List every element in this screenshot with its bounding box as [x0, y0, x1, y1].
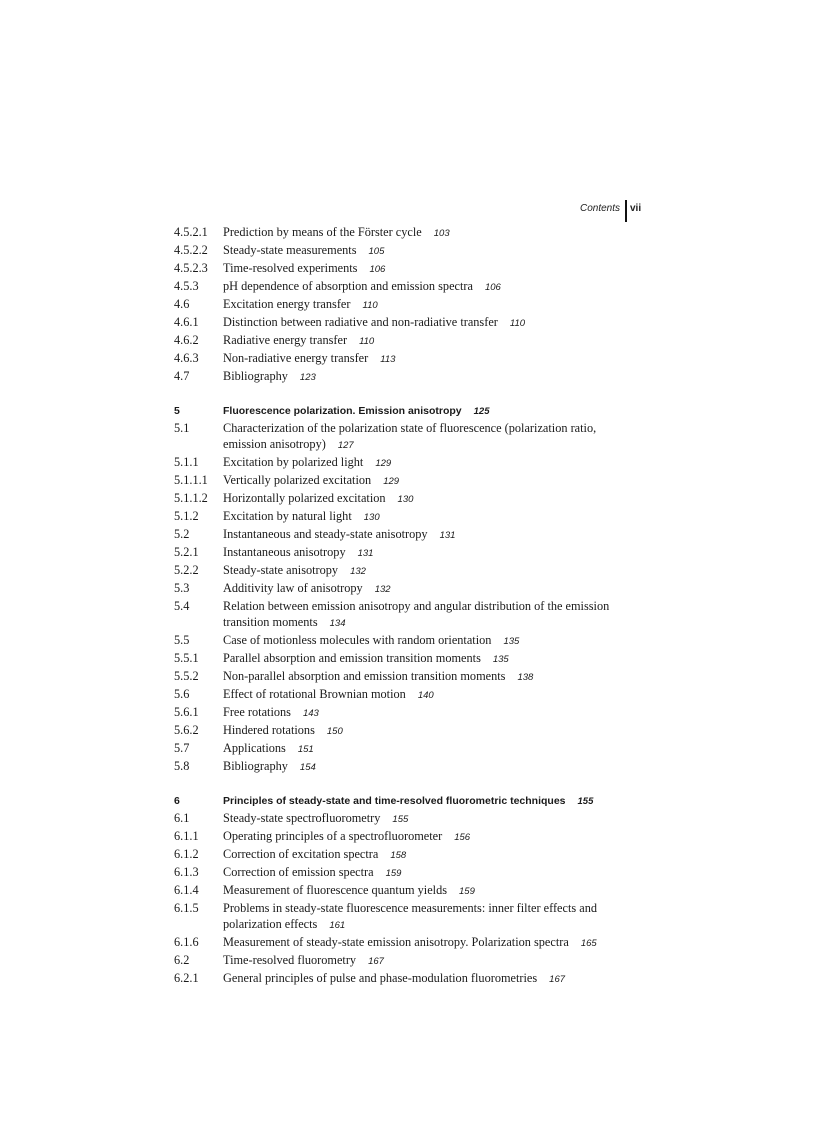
- toc-entry-number: 5.1: [174, 421, 190, 435]
- toc-entry-title: [223, 846, 634, 864]
- toc-entry-number: 5.2.2: [174, 563, 199, 577]
- toc-entry-title: [223, 970, 634, 988]
- toc-entry-title: [223, 224, 634, 242]
- toc-entry: [174, 278, 634, 296]
- toc-entry: [174, 952, 634, 970]
- toc-entry-page: 165: [580, 938, 597, 949]
- toc-entry-title: [223, 758, 634, 776]
- toc-entry-title-text: Steady-state measurements: [223, 243, 357, 257]
- toc-entry-title: [223, 314, 634, 332]
- toc-entry-title: [223, 242, 634, 260]
- toc-entry: [174, 526, 634, 544]
- toc-entry: [174, 846, 634, 864]
- toc-chapter-entry: [174, 793, 634, 810]
- toc-entry-title-text: Bibliography: [223, 759, 288, 773]
- toc-entry: [174, 368, 634, 386]
- toc-entry-title: [223, 810, 634, 828]
- toc-entry-title: [223, 332, 634, 350]
- toc-entry-title: [223, 686, 634, 704]
- toc-entry-title: [223, 368, 634, 386]
- toc-entry-page: 150: [326, 726, 343, 737]
- toc-entry-page: 132: [374, 584, 391, 595]
- toc-chapter-entry: [174, 403, 634, 420]
- toc-entry-page: 110: [362, 300, 378, 311]
- toc-entry-title-text: Parallel absorption and emission transition moments: [223, 651, 481, 665]
- toc-entry-title-text: Vertically polarized excitation: [223, 473, 372, 487]
- toc-entry-title-text: Non-parallel absorption and emission transition moments: [223, 669, 506, 683]
- header-divider: [625, 200, 627, 222]
- toc-entry: [174, 970, 634, 988]
- toc-entry: [174, 242, 634, 260]
- toc-entry-title-text: Principles of steady-state and time-resolved fluorometric techniques: [223, 795, 566, 807]
- toc-entry-page: 159: [459, 886, 475, 897]
- toc-entry: [174, 224, 634, 242]
- toc-entry-number: 5.1.2: [174, 509, 199, 523]
- toc-entry-number: 5: [174, 405, 180, 417]
- toc-entry: [174, 420, 634, 454]
- toc-entry-number: 5.6: [174, 687, 190, 701]
- toc-entry-title-text: Problems in steady-state fluorescence measurements: inner filter effects and polarization effects: [223, 901, 598, 931]
- toc-entry: [174, 828, 634, 846]
- toc-entry: [174, 260, 634, 278]
- toc-entry: [174, 508, 634, 526]
- toc-entry-title-text: Correction of emission spectra: [223, 865, 374, 879]
- toc-entry-page: 131: [439, 530, 456, 541]
- toc-entry-title-text: Prediction by means of the Förster cycle: [223, 225, 422, 239]
- toc-entry-title-text: Characterization of the polarization state of fluorescence (polarization ratio, emission anisotropy): [223, 421, 597, 451]
- toc-entry-title-text: Excitation by natural light: [223, 509, 352, 523]
- toc-entry-page: 156: [454, 832, 471, 843]
- toc-entry-page: 105: [368, 246, 385, 257]
- toc-entry-number: 6.1: [174, 811, 190, 825]
- toc-entry: [174, 472, 634, 490]
- toc-entry-title-text: Measurement of fluorescence quantum yields: [223, 883, 447, 897]
- toc-entry-title-text: Excitation energy transfer: [223, 297, 351, 311]
- toc-entry-number: 5.4: [174, 599, 190, 613]
- toc-entry: [174, 668, 634, 686]
- toc-entry-title-text: Bibliography: [223, 369, 288, 383]
- toc-entry-page: 106: [369, 264, 386, 275]
- toc-entry-title: [223, 828, 634, 846]
- toc-entry: [174, 490, 634, 508]
- toc-entry: [174, 864, 634, 882]
- toc-entry-number: 6.2: [174, 953, 190, 967]
- toc-entry-title: [223, 490, 634, 508]
- toc-entry-number: 6.1.5: [174, 901, 199, 915]
- toc-entry-number: 4.5.2.1: [174, 225, 208, 239]
- toc-entry-page: 130: [397, 494, 414, 505]
- toc-entry-number: 6.1.6: [174, 935, 199, 949]
- toc-entry: [174, 632, 634, 650]
- toc-entry-title-text: Effect of rotational Brownian motion: [223, 687, 406, 701]
- toc-entry: [174, 740, 634, 758]
- toc-entry-number: 4.5.2.2: [174, 243, 208, 257]
- toc-entry-number: 5.3: [174, 581, 190, 595]
- toc-entry-number: 4.6.3: [174, 351, 199, 365]
- toc-entry-title-text: Measurement of steady-state emission anisotropy. Polarization spectra: [223, 935, 569, 949]
- toc-entry-title: [223, 544, 634, 562]
- toc-entry-title-text: Additivity law of anisotropy: [223, 581, 363, 595]
- toc-entry-title: [223, 403, 634, 420]
- toc-entry: [174, 296, 634, 314]
- toc-entry-title: [223, 793, 634, 810]
- toc-entry-number: 6.2.1: [174, 971, 199, 985]
- toc-entry-page: 143: [302, 708, 319, 719]
- toc-entry-title: [223, 864, 634, 882]
- toc-entry-number: 5.6.2: [174, 723, 199, 737]
- table-of-contents: [174, 224, 634, 988]
- toc-entry-page: 129: [375, 458, 392, 469]
- toc-entry-number: 5.2: [174, 527, 190, 541]
- toc-entry-title: [223, 704, 634, 722]
- toc-entry-title-text: Free rotations: [223, 705, 291, 719]
- toc-entry-title: [223, 934, 634, 952]
- toc-entry-page: 155: [392, 814, 409, 825]
- toc-entry-page: 135: [503, 636, 520, 647]
- toc-entry-page: 134: [329, 618, 346, 629]
- toc-entry-number: 4.6.1: [174, 315, 199, 329]
- toc-entry: [174, 758, 634, 776]
- toc-entry-title: [223, 472, 634, 490]
- toc-entry-title: [223, 278, 634, 296]
- toc-entry-page: 135: [492, 654, 509, 665]
- toc-entry-number: 4.5.2.3: [174, 261, 208, 275]
- toc-entry-title-text: Steady-state spectrofluorometry: [223, 811, 381, 825]
- toc-entry-number: 4.6: [174, 297, 190, 311]
- toc-entry-number: 6: [174, 795, 180, 807]
- toc-entry-title: [223, 580, 634, 598]
- toc-entry-number: 6.1.2: [174, 847, 199, 861]
- header-label: Contents: [579, 203, 620, 214]
- toc-entry-title: [223, 562, 634, 580]
- toc-entry-title-text: Applications: [223, 741, 286, 755]
- toc-entry-title: [223, 350, 634, 368]
- toc-entry-number: 4.6.2: [174, 333, 199, 347]
- toc-entry-number: 5.6.1: [174, 705, 199, 719]
- toc-entry-number: 5.5.1: [174, 651, 199, 665]
- toc-entry: [174, 900, 634, 934]
- toc-entry-title: [223, 598, 634, 632]
- toc-entry-title: [223, 420, 634, 454]
- toc-entry-page: 103: [433, 228, 450, 239]
- toc-entry-page: 130: [363, 512, 380, 523]
- toc-entry-title-text: Relation between emission anisotropy and angular distribution of the emission transition moments: [223, 599, 610, 629]
- toc-entry-title: [223, 882, 634, 900]
- toc-entry-title-text: General principles of pulse and phase-modulation fluorometries: [223, 971, 538, 985]
- toc-entry-title: [223, 668, 634, 686]
- toc-entry-page: 158: [390, 850, 407, 861]
- toc-entry-number: 6.1.4: [174, 883, 199, 897]
- toc-entry-title-text: Non-radiative energy transfer: [223, 351, 369, 365]
- toc-entry-page: 161: [329, 920, 346, 931]
- toc-entry-number: 5.1.1: [174, 455, 199, 469]
- toc-entry: [174, 650, 634, 668]
- toc-entry-title-text: Instantaneous and steady-state anisotropy: [223, 527, 428, 541]
- toc-entry: [174, 934, 634, 952]
- toc-entry-title: [223, 508, 634, 526]
- toc-entry-title: [223, 454, 634, 472]
- toc-entry: [174, 882, 634, 900]
- toc-entry-page: 154: [299, 762, 316, 773]
- toc-entry: [174, 350, 634, 368]
- toc-entry: [174, 580, 634, 598]
- toc-entry-page: 155: [577, 796, 594, 807]
- toc-entry: [174, 722, 634, 740]
- toc-entry-number: 4.7: [174, 369, 190, 383]
- toc-entry-title: [223, 900, 634, 934]
- toc-entry-page: 131: [357, 548, 374, 559]
- toc-entry-page: 159: [385, 868, 402, 879]
- toc-entry-title: [223, 260, 634, 278]
- toc-entry-title: [223, 632, 634, 650]
- toc-entry-page: 167: [549, 974, 566, 985]
- toc-entry-number: 6.1.1: [174, 829, 199, 843]
- toc-entry-page: 110: [359, 336, 375, 347]
- toc-entry-title-text: Steady-state anisotropy: [223, 563, 339, 577]
- toc-entry-page: 110: [509, 318, 526, 329]
- toc-entry-title: [223, 526, 634, 544]
- toc-entry-number: 6.1.3: [174, 865, 199, 879]
- toc-entry-title: [223, 952, 634, 970]
- running-header: [560, 200, 650, 222]
- toc-entry-title-text: Hindered rotations: [223, 723, 315, 737]
- toc-entry: [174, 332, 634, 350]
- toc-entry-number: 5.5: [174, 633, 190, 647]
- toc-entry-title: [223, 722, 634, 740]
- header-page-number: vii: [630, 203, 642, 214]
- toc-entry-page: 127: [337, 440, 354, 451]
- toc-entry: [174, 686, 634, 704]
- toc-entry-title-text: pH dependence of absorption and emission spectra: [223, 279, 473, 293]
- toc-entry-title: [223, 296, 634, 314]
- toc-entry-page: 106: [484, 282, 501, 293]
- toc-entry-title-text: Case of motionless molecules with random orientation: [223, 633, 492, 647]
- toc-entry: [174, 598, 634, 632]
- toc-entry-page: 140: [417, 690, 434, 701]
- toc-entry-page: 151: [297, 744, 314, 755]
- toc-entry-title-text: Horizontally polarized excitation: [223, 491, 386, 505]
- toc-entry-number: 5.1.1.1: [174, 473, 208, 487]
- toc-entry-number: 4.5.3: [174, 279, 199, 293]
- toc-entry-page: 113: [380, 354, 396, 365]
- toc-entry: [174, 704, 634, 722]
- toc-entry-title: [223, 650, 634, 668]
- toc-entry-title: [223, 740, 634, 758]
- toc-entry: [174, 544, 634, 562]
- toc-entry: [174, 810, 634, 828]
- toc-entry-page: 167: [368, 956, 384, 967]
- toc-entry-title-text: Operating principles of a spectrofluorometer: [223, 829, 443, 843]
- toc-entry-page: 138: [517, 672, 534, 683]
- toc-entry-number: 5.2.1: [174, 545, 199, 559]
- toc-entry-page: 123: [299, 372, 316, 383]
- toc-entry-page: 125: [473, 406, 490, 417]
- toc-entry-page: 129: [383, 476, 400, 487]
- toc-entry-title-text: Fluorescence polarization. Emission anisotropy: [223, 405, 462, 417]
- toc-entry: [174, 562, 634, 580]
- toc-entry-number: 5.8: [174, 759, 190, 773]
- toc-entry-title-text: Correction of excitation spectra: [223, 847, 379, 861]
- toc-entry-title-text: Distinction between radiative and non-radiative transfer: [223, 315, 498, 329]
- toc-entry-title-text: Radiative energy transfer: [223, 333, 348, 347]
- toc-entry-number: 5.7: [174, 741, 190, 755]
- toc-entry-title-text: Excitation by polarized light: [223, 455, 364, 469]
- toc-entry-title-text: Instantaneous anisotropy: [223, 545, 346, 559]
- toc-entry: [174, 314, 634, 332]
- toc-entry-title-text: Time-resolved experiments: [223, 261, 358, 275]
- toc-entry-number: 5.1.1.2: [174, 491, 208, 505]
- toc-entry: [174, 454, 634, 472]
- toc-entry-page: 132: [350, 566, 366, 577]
- toc-entry-number: 5.5.2: [174, 669, 199, 683]
- toc-entry-title-text: Time-resolved fluorometry: [223, 953, 357, 967]
